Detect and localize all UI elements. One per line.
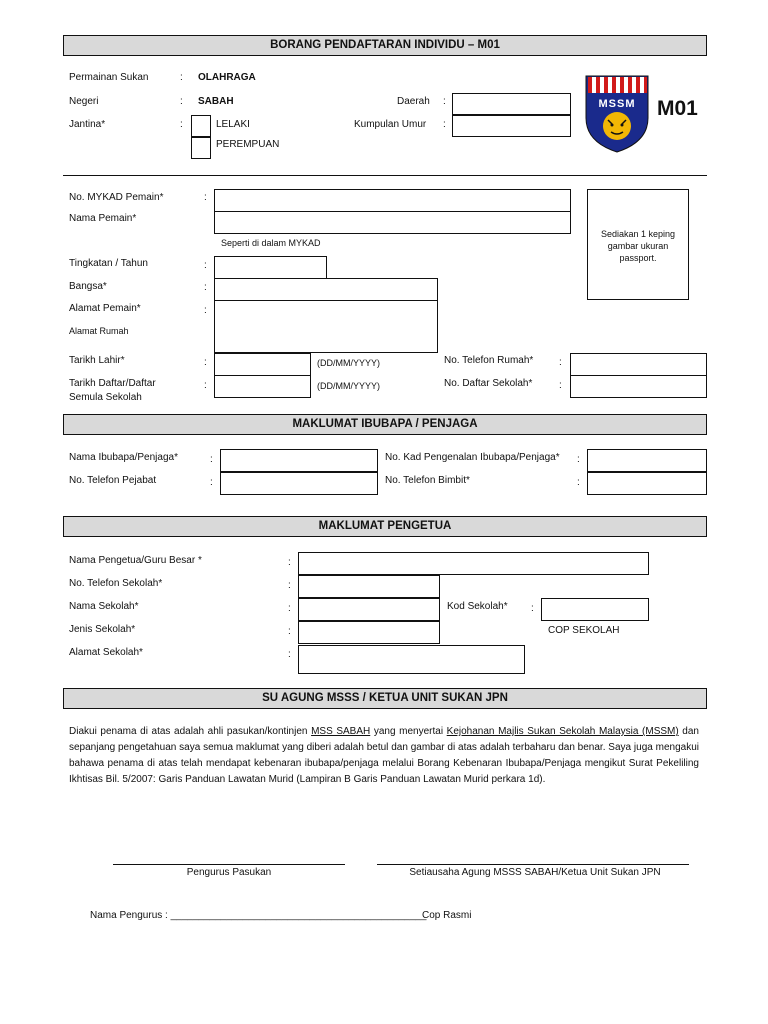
nama-ibubapa-input[interactable] <box>220 449 378 472</box>
colon: : <box>180 96 183 107</box>
tel-pejabat-label: No. Telefon Pejabat <box>69 475 157 486</box>
tarikh-daftar-label-2: Semula Sekolah <box>69 392 142 403</box>
kad-input[interactable] <box>587 449 707 472</box>
colon: : <box>204 282 207 293</box>
tingkatan-label: Tingkatan / Tahun <box>69 258 148 269</box>
declaration-text: Diakui penama di atas adalah ahli pasukan/kontinjen MSS SABAH yang menyertai Kejohanan Majlis Sukan Sekolah Malaysia (MSSM) dan sepanjang pengetahuan saya semua maklumat yang diberi adalah betul dan gambar di atas adalah terbaharu dan benar. Saya juga mengakui bahawa penama di atas telah mendapat kebenaran ibubapa/penjaga melalui Borang Kebenaran Ibubapa/Penjaga mengikut Surat Pekeliling Ikhtisas Bil. 5/2007: Garis Panduan Lawatan Murid (Lampiran B Garis Panduan Lawatan Murid perkara 1d). <box>69 726 699 785</box>
tel-pejabat-input[interactable] <box>220 472 378 495</box>
bangsa-label: Bangsa* <box>69 281 107 292</box>
negeri-value: SABAH <box>198 96 234 107</box>
lelaki-checkbox[interactable] <box>191 115 211 137</box>
date-format: (DD/MM/YYYY) <box>317 381 380 391</box>
kod-sekolah-input[interactable] <box>541 598 649 621</box>
nama-ibubapa-label: Nama Ibubapa/Penjaga* <box>69 452 178 463</box>
nama-sekolah-input[interactable] <box>298 598 440 621</box>
alamat-pemain-input[interactable] <box>214 300 438 353</box>
seperti-note: Seperti di dalam MYKAD <box>221 238 321 248</box>
cop-rasmi-label: Cop Rasmi <box>422 910 472 921</box>
tel-rumah-label: No. Telefon Rumah* <box>444 355 534 366</box>
tarikh-daftar-label: Tarikh Daftar/Daftar <box>69 378 156 389</box>
daerah-input[interactable] <box>452 93 571 115</box>
colon: : <box>180 72 183 83</box>
bangsa-input[interactable] <box>214 278 438 301</box>
tingkatan-input[interactable] <box>214 256 327 279</box>
colon: : <box>204 357 207 368</box>
daerah-label: Daerah <box>397 96 430 107</box>
colon: : <box>204 305 207 316</box>
colon: : <box>288 603 291 614</box>
date-format: (DD/MM/YYYY) <box>317 358 380 368</box>
tel-sekolah-input[interactable] <box>298 575 440 598</box>
mssm-logo <box>584 74 650 154</box>
colon: : <box>443 96 446 107</box>
pengetua-header: MAKLUMAT PENGETUA <box>63 516 707 537</box>
alamat-pemain-label: Alamat Pemain* <box>69 303 141 314</box>
permainan-label: Permainan Sukan <box>69 72 149 83</box>
divider <box>63 175 707 176</box>
su-header: SU AGUNG MSSS / KETUA UNIT SUKAN JPN <box>63 688 707 709</box>
colon: : <box>180 119 183 130</box>
nama-pengetua-label: Nama Pengetua/Guru Besar * <box>69 555 202 566</box>
perempuan-checkbox[interactable] <box>191 137 211 159</box>
permainan-value: OLAHRAGA <box>198 72 256 83</box>
bimbit-input[interactable] <box>587 472 707 495</box>
setiausaha-label: Setiausaha Agung MSSS SABAH/Ketua Unit Sukan JPN <box>409 867 661 878</box>
form-title: BORANG PENDAFTARAN INDIVIDU – M01 <box>63 35 707 56</box>
tarikh-daftar-input[interactable] <box>214 375 311 398</box>
pengurus-pasukan-label: Pengurus Pasukan <box>186 867 272 878</box>
photo-note-1: Sediakan 1 keping <box>600 229 676 239</box>
negeri-label: Negeri <box>69 96 99 107</box>
nama-pengetua-input[interactable] <box>298 552 649 575</box>
colon: : <box>577 454 580 465</box>
colon: : <box>288 557 291 568</box>
kad-label: No. Kad Pengenalan Ibubapa/Penjaga* <box>385 452 560 463</box>
mykad-input[interactable] <box>214 189 571 212</box>
logo-text: MSSM <box>598 98 636 110</box>
colon: : <box>559 357 562 368</box>
colon: : <box>288 649 291 660</box>
alamat-sekolah-label: Alamat Sekolah* <box>69 647 143 658</box>
tarikh-lahir-label: Tarikh Lahir* <box>69 355 125 366</box>
lelaki-label: LELAKI <box>216 119 250 130</box>
mykad-label: No. MYKAD Pemain* <box>69 192 164 203</box>
cop-sekolah-label: COP SEKOLAH <box>548 625 620 636</box>
alamat-sekolah-input[interactable] <box>298 645 525 674</box>
colon: : <box>210 454 213 465</box>
signature-line-setiausaha <box>377 864 689 865</box>
no-daftar-label: No. Daftar Sekolah* <box>444 378 533 389</box>
perempuan-label: PEREMPUAN <box>216 139 280 150</box>
colon: : <box>210 477 213 488</box>
jantina-label: Jantina* <box>69 119 106 130</box>
colon: : <box>204 260 207 271</box>
colon: : <box>288 580 291 591</box>
alamat-rumah-label: Alamat Rumah <box>69 326 129 336</box>
tarikh-lahir-input[interactable] <box>214 353 311 376</box>
signature-line-pengurus <box>113 864 345 865</box>
ibubapa-header: MAKLUMAT IBUBAPA / PENJAGA <box>63 414 707 435</box>
kumpulan-umur-input[interactable] <box>452 115 571 137</box>
colon: : <box>559 380 562 391</box>
colon: : <box>531 603 534 614</box>
nama-sekolah-label: Nama Sekolah* <box>69 601 139 612</box>
photo-note-2: gambar ukuran <box>607 241 669 251</box>
no-daftar-input[interactable] <box>570 375 707 398</box>
colon: : <box>443 119 446 130</box>
colon: : <box>577 477 580 488</box>
photo-note-3: passport. <box>619 253 657 263</box>
colon: : <box>204 192 207 203</box>
colon: : <box>288 626 291 637</box>
kod-sekolah-label: Kod Sekolah* <box>447 601 508 612</box>
tel-rumah-input[interactable] <box>570 353 707 376</box>
nama-pemain-input[interactable] <box>214 211 571 234</box>
colon: : <box>204 380 207 391</box>
form-code: M01 <box>657 97 698 120</box>
nama-pengurus-field[interactable]: Nama Pengurus : ______________________________________________ <box>90 910 427 921</box>
jenis-sekolah-label: Jenis Sekolah* <box>69 624 136 635</box>
jenis-sekolah-input[interactable] <box>298 621 440 644</box>
tel-sekolah-label: No. Telefon Sekolah* <box>69 578 163 589</box>
bimbit-label: No. Telefon Bimbit* <box>385 475 470 486</box>
nama-pemain-label: Nama Pemain* <box>69 213 137 224</box>
kumpulan-label: Kumpulan Umur <box>354 119 427 130</box>
